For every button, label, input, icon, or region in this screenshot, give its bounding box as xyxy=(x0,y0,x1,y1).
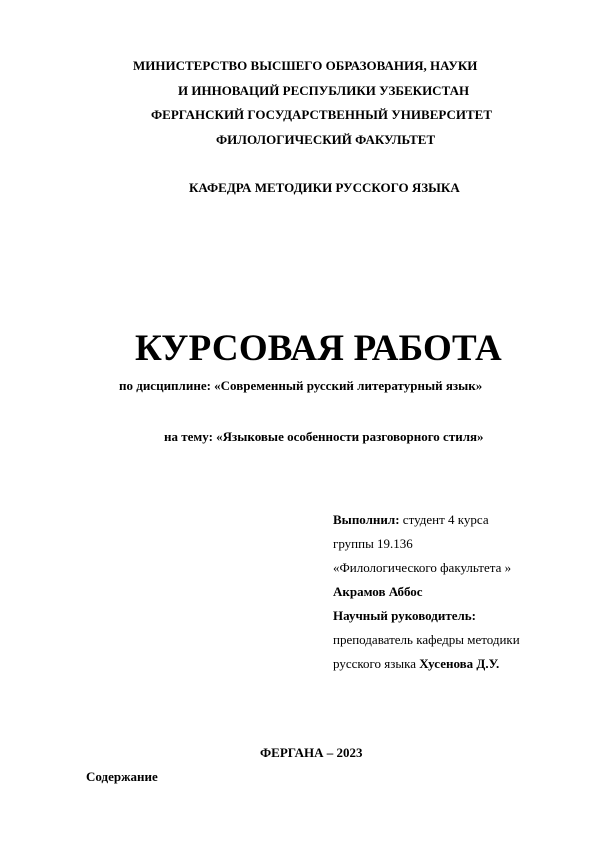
city-year: ФЕРГАНА – 2023 xyxy=(260,745,363,760)
topic-line: на тему: «Языковые особенности разговорного стиля» xyxy=(164,429,484,444)
department-name: КАФЕДРА МЕТОДИКИ РУССКОГО ЯЗЫКА xyxy=(189,180,460,195)
performed-by-line xyxy=(333,508,520,532)
ministry-line-2: И ИННОВАЦИЙ РЕСПУБЛИКИ УЗБЕКИСТАН xyxy=(178,83,470,98)
faculty-name: ФИЛОЛОГИЧЕСКИЙ ФАКУЛЬТЕТ xyxy=(216,132,436,147)
author-info xyxy=(333,508,520,676)
ministry-line-1: МИНИСТЕРСТВО ВЫСШЕГО ОБРАЗОВАНИЯ, НАУКИ xyxy=(133,58,478,73)
supervisor-position: преподаватель кафедры методики xyxy=(333,632,520,647)
performed-by-value: студент 4 курса xyxy=(399,512,489,527)
supervisor-line xyxy=(333,652,520,676)
contents-heading: Содержание xyxy=(86,769,158,784)
supervisor-label: Научный руководитель: xyxy=(333,608,476,623)
group-line: группы 19.136 xyxy=(333,536,413,551)
supervisor-name: Хусенова Д.У. xyxy=(419,656,500,671)
supervisor-position-cont: русского языка xyxy=(333,656,420,671)
performed-by-label: Выполнил: xyxy=(333,512,400,527)
discipline-line: по дисциплине: «Современный русский литературный язык» xyxy=(119,378,483,393)
document-title: КУРСОВАЯ РАБОТА xyxy=(135,328,502,369)
university-name: ФЕРГАНСКИЙ ГОСУДАРСТВЕННЫЙ УНИВЕРСИТЕТ xyxy=(151,107,492,122)
faculty-line: «Филологического факультета » xyxy=(333,560,512,575)
student-name: Акрамов Аббос xyxy=(333,584,423,599)
